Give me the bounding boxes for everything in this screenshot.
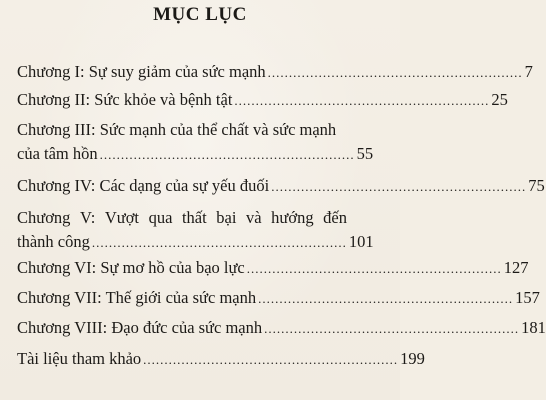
toc-entry-label-continued: thành công [17, 232, 90, 251]
toc-entry [17, 60, 533, 85]
leader-dots: ............................................................ [91, 235, 347, 250]
toc-entry-page: 127 [503, 258, 529, 277]
toc-entry-label-continued: của tâm hồn [17, 144, 98, 163]
toc-word: bại [216, 208, 237, 227]
leader-dots: ............................................................ [143, 352, 399, 367]
leader-dots: ............................................................ [267, 65, 523, 80]
toc-entry-label: Chương III: Sức mạnh của thể chất và sức mạnh [17, 120, 337, 139]
leader-dots: ............................................................ [271, 179, 527, 194]
leader-dots: ............................................................ [99, 147, 355, 162]
toc-word: thất [181, 208, 207, 227]
toc-entry-label: Tài liệu tham khảo [17, 349, 142, 368]
toc-word: hướng [271, 208, 314, 227]
leader-dots: ............................................................ [264, 321, 520, 336]
toc-entry [17, 347, 425, 372]
page-title: MỤC LỤC [153, 4, 247, 25]
toc-entry-page: 75 [528, 176, 545, 195]
toc-entry-label: Chương I: Sự suy giảm của sức mạnh [17, 62, 266, 81]
toc-entry-label: Chương VI: Sự mơ hồ của bạo lực [17, 258, 245, 277]
toc-entry-label: Chương IV: Các dạng của sự yếu đuối [17, 176, 270, 195]
toc-entry [17, 174, 545, 199]
toc-entry-page: 55 [356, 144, 374, 163]
toc-entry [17, 286, 540, 311]
toc-entry [17, 206, 374, 255]
toc-entry-label-line1 [17, 118, 347, 142]
toc-entry-label-line1 [17, 206, 347, 230]
toc-word: Chương [17, 208, 71, 227]
toc-entry-label: Chương II: Sức khỏe và bệnh tật [17, 90, 233, 109]
toc-entry [17, 88, 508, 113]
toc-word: Vượt [104, 208, 140, 227]
toc-entry-label: Chương VII: Thế giới của sức mạnh [17, 288, 257, 307]
toc-entry [17, 118, 374, 167]
toc-entry-page: 101 [348, 232, 374, 251]
toc-entry-page: 7 [524, 62, 533, 81]
leader-dots: ............................................................ [234, 93, 490, 108]
toc-entry-page: 25 [491, 90, 508, 109]
leader-dots: ............................................................ [246, 261, 502, 276]
toc-entry-page: 181 [521, 318, 546, 337]
toc-entry-label: Chương VIII: Đạo đức của sức mạnh [17, 318, 263, 337]
leader-dots: ............................................................ [258, 291, 514, 306]
toc-entry-page: 199 [400, 349, 425, 368]
toc-word: đến [323, 208, 347, 227]
toc-entry-page: 157 [515, 288, 540, 307]
toc-entry [17, 316, 546, 341]
toc-word: và [246, 208, 262, 227]
toc-word: qua [148, 208, 173, 227]
toc-entry [17, 256, 529, 281]
toc-word: V: [80, 208, 96, 227]
